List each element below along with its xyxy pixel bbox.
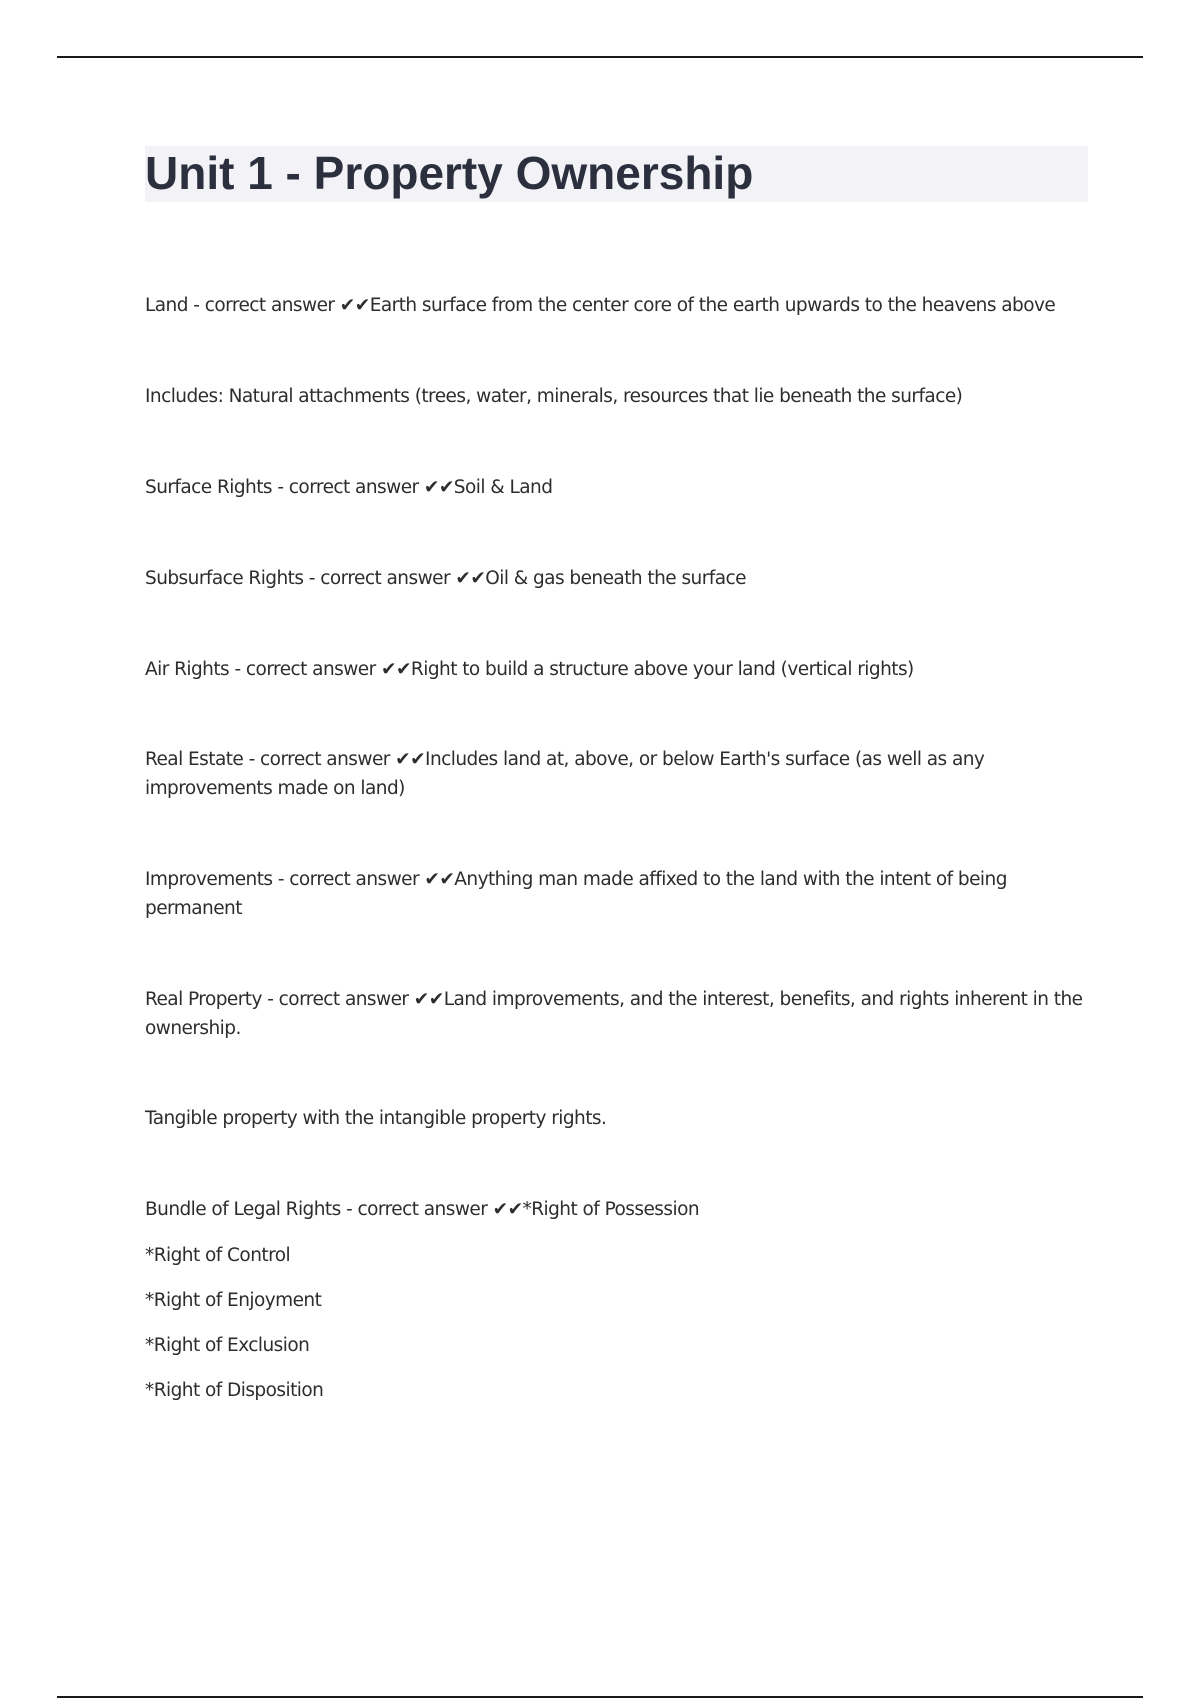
paragraph-bundle-of-rights: Bundle of Legal Rights - correct answer ✔✔*Right of Possession bbox=[145, 1199, 700, 1220]
paragraph-improvements: Improvements - correct answer ✔✔Anything man made affixed to the land with the intent of being permanent bbox=[145, 869, 1007, 919]
footer-rule bbox=[57, 1696, 1143, 1698]
paragraph-surface-rights: Surface Rights - correct answer ✔✔Soil & Land bbox=[145, 477, 553, 498]
list-item-disposition: *Right of Disposition bbox=[145, 1380, 324, 1401]
list-item-control: *Right of Control bbox=[145, 1245, 291, 1266]
paragraph-includes: Includes: Natural attachments (trees, water, minerals, resources that lie beneath the surface) bbox=[145, 386, 963, 407]
paragraph-real-property: Real Property - correct answer ✔✔Land improvements, and the interest, benefits, and rights inherent in the ownership. bbox=[145, 989, 1083, 1039]
page-title: Unit 1 - Property Ownership bbox=[145, 147, 754, 199]
paragraph-tangible-property: Tangible property with the intangible property rights. bbox=[145, 1108, 607, 1129]
paragraph-subsurface-rights: Subsurface Rights - correct answer ✔✔Oil & gas beneath the surface bbox=[145, 568, 746, 589]
paragraph-land: Land - correct answer ✔✔Earth surface from the center core of the earth upwards to the heavens above bbox=[145, 295, 1056, 316]
paragraph-air-rights: Air Rights - correct answer ✔✔Right to build a structure above your land (vertical rights) bbox=[145, 659, 914, 680]
list-item-enjoyment: *Right of Enjoyment bbox=[145, 1290, 322, 1311]
header-rule bbox=[57, 56, 1143, 58]
list-item-exclusion: *Right of Exclusion bbox=[145, 1335, 310, 1356]
paragraph-real-estate: Real Estate - correct answer ✔✔Includes land at, above, or below Earth's surface (as well as any improvements made on land) bbox=[145, 749, 985, 799]
